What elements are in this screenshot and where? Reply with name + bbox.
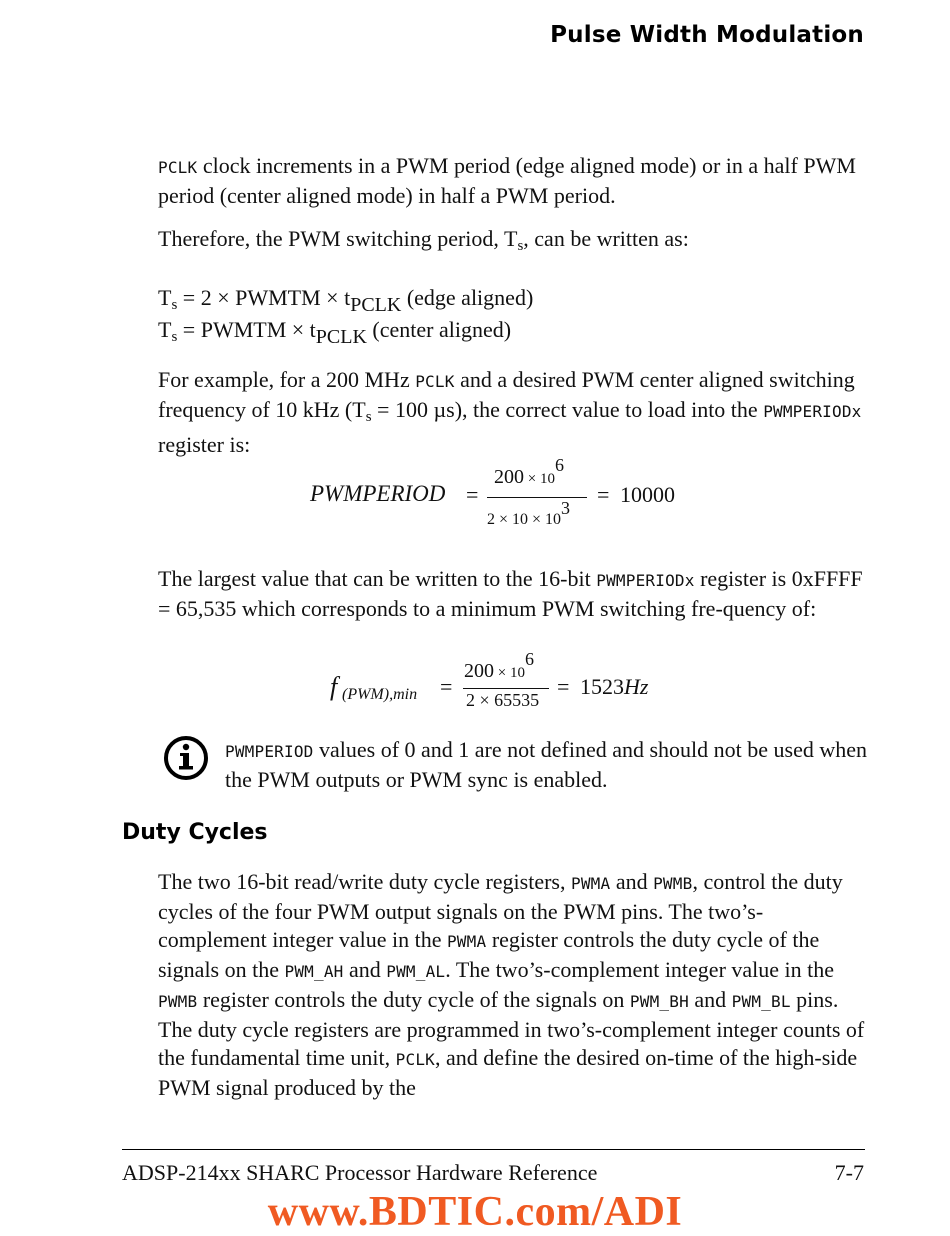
paragraph-text: The two 16-bit read/write duty cycle registers,	[158, 869, 571, 894]
paragraph-text: and	[610, 869, 654, 894]
paragraph-duty-cycles	[158, 868, 868, 1102]
formula-denominator: 2 × 65535	[466, 690, 540, 710]
code-register: PWMB	[158, 992, 198, 1011]
code-pwmperiodx: PWMPERIODx	[763, 402, 862, 421]
formula-equals: =	[557, 674, 570, 699]
formula-equals: =	[466, 482, 479, 507]
code-register: PWMA	[446, 932, 487, 951]
section-heading-duty-cycles: Duty Cycles	[122, 820, 268, 845]
eq-text: = 2 × PWMTM × t	[177, 285, 351, 310]
formula-denominator	[487, 498, 571, 529]
formula-rhs	[580, 674, 648, 700]
footer-divider	[122, 1149, 865, 1150]
code-pwmperiodx: PWMPERIODx	[596, 571, 695, 590]
paragraph-text: and	[688, 987, 732, 1012]
paragraph-text: register controls the duty cycle of the signals on	[197, 987, 630, 1012]
running-header-title: Pulse Width Modulation	[550, 22, 864, 48]
num-part: 200	[464, 660, 494, 682]
paragraph-text: , and define the desired on-time of the high-side PWM signal produced by the	[158, 1045, 858, 1100]
den-part: 2 × 10 × 10	[487, 511, 562, 528]
paragraph-example	[158, 366, 868, 459]
info-icon	[163, 735, 209, 781]
eq-text: (center aligned)	[366, 317, 512, 342]
code-pin: PWM_BH	[629, 992, 689, 1011]
paragraph-largest-value	[158, 565, 868, 623]
fraction-bar	[487, 497, 587, 498]
paragraph-text: For example, for a 200 MHz	[158, 367, 416, 392]
rhs-unit: Hz	[624, 674, 649, 699]
equation-center-aligned	[158, 316, 511, 351]
fraction-bar	[463, 688, 549, 689]
paragraph-text: values of 0 and 1 are not defined and should not be used when the PWM outputs or PWM sync is enabled.	[225, 737, 868, 792]
eq-text: (edge aligned)	[401, 285, 534, 310]
subscript: s	[171, 297, 178, 313]
paragraph-text: register is:	[158, 432, 251, 457]
num-part: ×	[524, 471, 540, 487]
formula-equals: =	[440, 674, 453, 699]
footer-book-title: ADSP-214xx SHARC Processor Hardware Reference	[122, 1160, 598, 1185]
note-text	[225, 736, 875, 794]
subscript: s	[365, 409, 372, 425]
paragraph-text: and a desired PWM center aligned switching frequency of 10 kHz (T	[158, 367, 855, 422]
footer-page-number: 7-7	[834, 1160, 864, 1185]
formula-numerator	[494, 455, 564, 489]
paragraph-text: Therefore, the PWM switching period, T	[158, 226, 518, 251]
num-part: 10	[509, 665, 525, 681]
code-pin: PWM_AH	[284, 962, 344, 981]
paragraph-pclk-increments	[158, 152, 868, 210]
paragraph-text: and	[343, 957, 387, 982]
formula-lhs: f	[330, 672, 338, 701]
code-pclk: PCLK	[415, 372, 455, 391]
paragraph-text: The largest value that can be written to the 16-bit	[158, 566, 597, 591]
code-pin: PWM_BL	[731, 992, 791, 1011]
exponent: 6	[554, 455, 564, 475]
eq-symbol: T	[158, 317, 172, 342]
paragraph-text: register controls the duty cycle of the signals on the	[158, 927, 820, 982]
formula-numerator	[464, 649, 534, 683]
paragraph-text: , can be written as:	[523, 226, 689, 251]
code-pin: PWM_AL	[386, 962, 446, 981]
eq-text: = PWMTM × t	[177, 317, 316, 342]
formula-lhs: PWMPERIOD	[310, 481, 446, 506]
watermark-url: www.BDTIC.com/ADI	[267, 1189, 683, 1235]
code-pclk: PCLK	[395, 1050, 436, 1069]
paragraph-text: register is 0xFFFF = 65,535 which corresponds to a minimum PWM switching fre-quency of:	[158, 566, 863, 621]
formula-rhs: 10000	[620, 482, 675, 507]
formula-subscript: (PWM),min	[342, 686, 418, 703]
paragraph-switching-period	[158, 225, 868, 260]
rhs-number: 1523	[580, 674, 624, 699]
num-part: ×	[494, 665, 510, 681]
paragraph-text: = 100 µs), the correct value to load into the	[371, 397, 764, 422]
paragraph-text: , control the duty cycles of the four PWM output signals on the PWM pins. The two’s-complement integer value in the	[158, 869, 843, 952]
code-register: PWMA	[570, 874, 611, 893]
paragraph-text: clock increments in a PWM period (edge aligned mode) or in a half PWM period (center aligned mode) in half a PWM period.	[158, 153, 856, 208]
subscript: PCLK	[315, 326, 367, 348]
code-pclk: PCLK	[158, 158, 198, 177]
exponent: 6	[524, 649, 534, 669]
code-pwmperiod: PWMPERIOD	[225, 742, 314, 761]
num-part: 200	[494, 466, 524, 488]
paragraph-text: pins. The duty cycle registers are programmed in two’s-complement integer counts of the fundamental time unit,	[158, 987, 865, 1070]
paragraph-text: . The two’s-complement integer value in the	[445, 957, 835, 982]
subscript: PCLK	[350, 294, 402, 316]
subscript: s	[171, 329, 178, 345]
num-part: 10	[539, 471, 555, 487]
exponent: 3	[561, 498, 571, 518]
subscript: s	[517, 238, 524, 254]
equation-edge-aligned	[158, 284, 533, 319]
code-register: PWMB	[653, 874, 693, 893]
formula-equals: =	[597, 482, 610, 507]
eq-symbol: T	[158, 285, 172, 310]
